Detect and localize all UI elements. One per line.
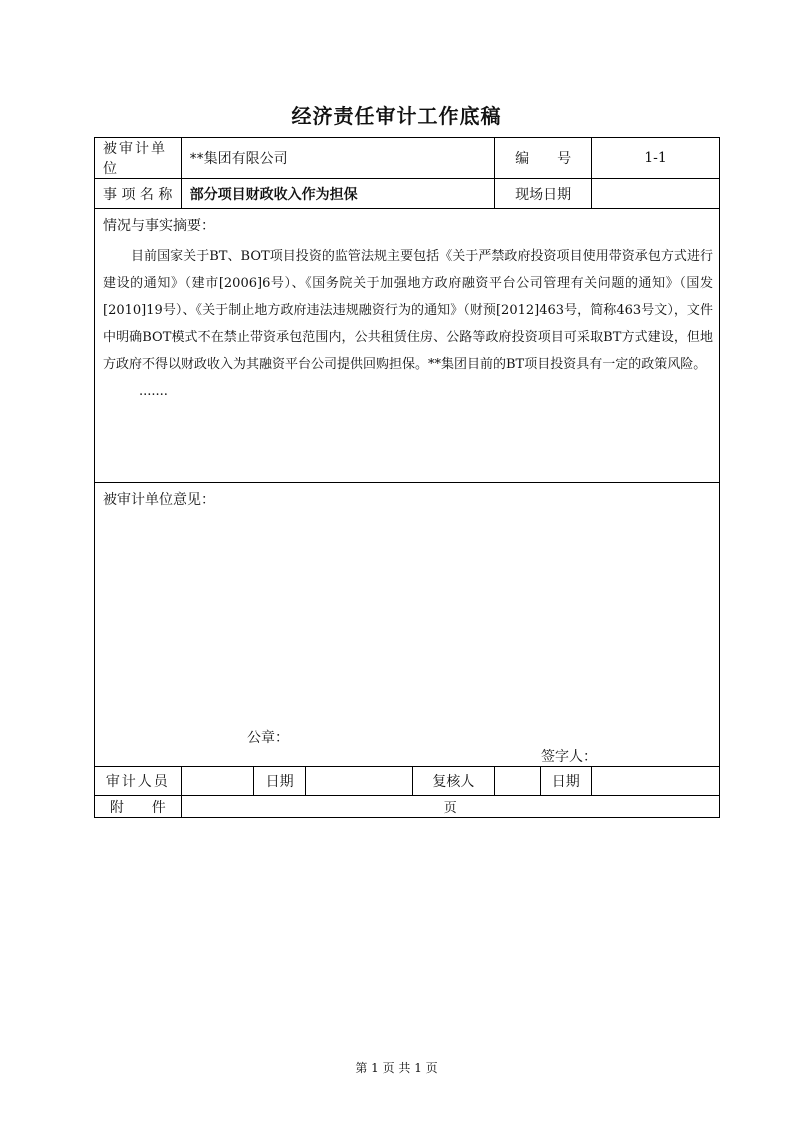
item-value: 部分项目财政收入作为担保	[181, 179, 495, 209]
opinion-section	[95, 483, 720, 767]
page-footer: 第 1 页 共 1 页	[355, 1061, 438, 1075]
number-value: 1-1	[592, 138, 720, 179]
unit-value: **集团有限公司	[181, 138, 495, 179]
auditor-label: 审计人员	[95, 767, 182, 796]
audit-date-value	[306, 767, 412, 796]
summary-ellipsis: .......	[139, 384, 168, 399]
summary-label: 情况与事实摘要：	[103, 218, 215, 234]
attachment-label: 附 件	[95, 796, 182, 818]
item-label: 事 项 名 称	[95, 179, 182, 209]
summary-section	[95, 209, 720, 483]
number-label: 编 号	[495, 138, 592, 179]
seal-label: 公章：	[247, 730, 289, 746]
document-title: 经济责任审计工作底稿	[291, 104, 502, 128]
reviewer-label: 复核人	[412, 767, 495, 796]
workpaper-table	[94, 137, 720, 818]
date-label: 现场日期	[495, 179, 592, 209]
date-value	[592, 179, 720, 209]
attachment-pages: 页	[181, 796, 719, 818]
signer-label: 签字人：	[541, 749, 597, 765]
summary-paragraph: 目前国家关于BT、BOT项目投资的监管法规主要包括《关于严禁政府投资项目使用带资承包方式进行建设的通知》（建市[2006]6号）、《国务院关于加强地方政府融资平台公司管理有关问题的通知》（国发[2010]19号）、《关于制止地方政府违法违规融资行为的通知》（财预[2012]463号，简称463号文），文件中明确BOT模式不在禁止带资承包范围内，公共租赁住房、公路等政府投资项目可采取BT方式建设，但地方政府不得以财政收入为其融资平台公司提供回购担保。**集团目前的BT项目投资具有一定的政策风险。	[103, 249, 713, 372]
reviewer-value	[495, 767, 540, 796]
opinion-label: 被审计单位意见：	[103, 492, 215, 508]
auditor-value	[181, 767, 253, 796]
review-date-value	[592, 767, 720, 796]
unit-label: 被审计单位	[95, 138, 182, 179]
review-date-label: 日期	[540, 767, 592, 796]
audit-date-label: 日期	[253, 767, 306, 796]
